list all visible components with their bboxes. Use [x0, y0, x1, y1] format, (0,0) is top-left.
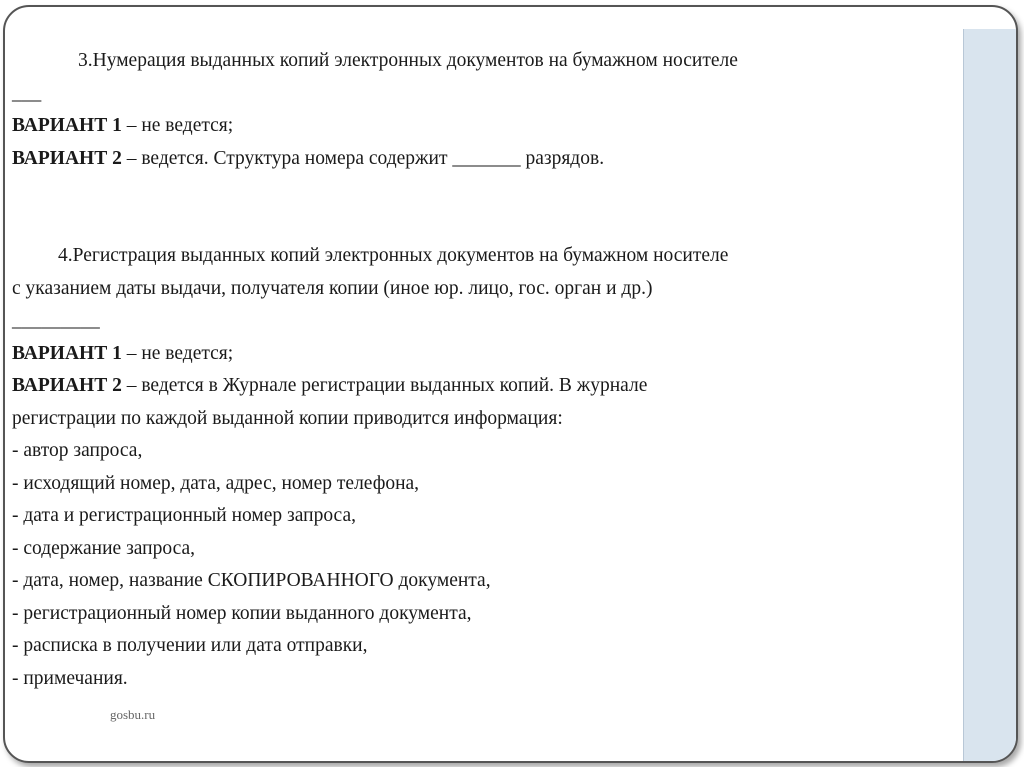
list-item: - исходящий номер, дата, адрес, номер телефона,	[12, 472, 420, 494]
section4-variant2	[12, 370, 952, 403]
variant-label: ВАРИАНТ 1	[12, 115, 122, 136]
list-item: - дата и регистрационный номер запроса,	[12, 505, 356, 526]
section4-heading-line1: 4.Регистрация выданных копий электронных документов на бумажном носителе	[58, 245, 729, 266]
list-item: - расписка в получении или дата отправки,	[12, 635, 368, 656]
slide-content	[12, 45, 952, 695]
source-footer: gosbu.ru	[110, 707, 156, 722]
variant-label: ВАРИАНТ 2	[12, 147, 122, 169]
spacer	[12, 175, 952, 240]
section4-variant2-cont: регистрации по каждой выданной копии приводится информация:	[12, 407, 563, 429]
side-decoration-bar	[963, 29, 1017, 761]
variant-text: – не ведется;	[121, 115, 234, 136]
section3-variant1	[12, 110, 952, 143]
list-item: - автор запроса,	[12, 440, 143, 461]
variant-label: ВАРИАНТ 1	[12, 342, 122, 364]
variant-text: – не ведется;	[121, 342, 234, 364]
section3-blank: ___	[12, 82, 42, 104]
section4-blank: _________	[12, 310, 100, 331]
section3-variant2	[12, 143, 952, 176]
variant-label: ВАРИАНТ 2	[12, 375, 122, 396]
section3-heading: 3.Нумерация выданных копий электронных документов на бумажном носителе	[78, 50, 738, 71]
variant-text: – ведется в Журнале регистрации выданных копий. В журнале	[121, 375, 648, 396]
section4-variant1	[12, 338, 952, 371]
list-item: - содержание запроса,	[12, 537, 196, 559]
list-item: - дата, номер, название СКОПИРОВАННОГО документа,	[12, 570, 491, 591]
variant-text: – ведется. Структура номера содержит _______ разрядов.	[121, 147, 605, 169]
list-item: - регистрационный номер копии выданного документа,	[12, 602, 472, 624]
list-item: - примечания.	[12, 667, 128, 689]
section4-heading-line2: с указанием даты выдачи, получателя копии (иное юр. лицо, гос. орган и др.)	[12, 277, 653, 299]
